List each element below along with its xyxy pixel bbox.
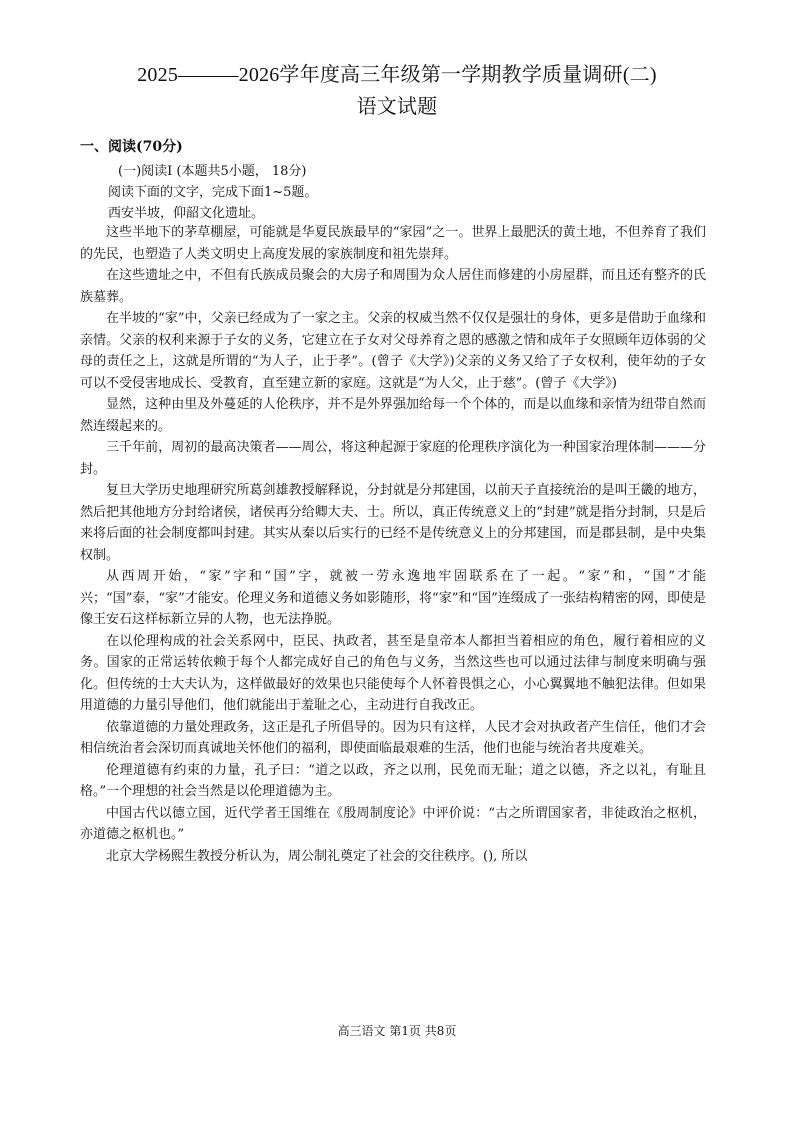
- passage-paragraph: 复旦大学历史地理研究所葛剑雄教授解释说，分封就是分邦建国，以前天子直接统治的是叫王畿的地方，然后把其他地方分封给诸侯，诸侯再分给卿大夫、士。所以，真正传统意义上的“封建”就是指分封制，只是后来将后面的社会制度都叫封建。其实从秦以后实行的已经不是传统意义上的分邦建国，而是郡县制，是中央集权制。: [80, 483, 706, 563]
- page-footer: 高三语文 第1页 共8页: [337, 1024, 457, 1038]
- section-heading: 一、阅读(70分): [80, 139, 183, 155]
- reading-instruction: 阅读下面的文字，完成下面1~5题。: [108, 185, 318, 200]
- passage-paragraph: 北京大学杨熙生教授分析认为，周公制礼奠定了社会的交往秩序。(), 所以: [106, 848, 528, 864]
- passage-paragraph: 中国古代以德立国，近代学者王国维在《殷周制度论》中评价说：“古之所谓国家者，非徒政治之枢机，亦道德之枢机也。”: [80, 805, 706, 842]
- passage-title: 西安半坡，仰韶文化遗址。: [108, 206, 265, 221]
- passage-paragraph: 在半坡的“家”中，父亲已经成为了一家之主。父亲的权威当然不仅仅是强壮的身体，更多是借助于血缘和亲情。父亲的权利来源于子女的义务，它建立在子女对父母养育之恩的感激之情和成年子女照顾年迈体弱的父母的责任之上，这就是所谓的“为人子，止于孝”。(曾子《大学》)父亲的义务又给了子女权利，使年幼的子女可以不受侵害地成长、受教育，直至建立新的家庭。这就是“为人父，止于慈”。(曾子《大学》): [80, 311, 706, 391]
- passage-paragraph: 伦理道德有约束的力量，孔子曰：“道之以政，齐之以刑，民免而无耻；道之以德，齐之以礼，有耻且格。”一个理想的社会当然是以伦理道德为主。: [80, 762, 706, 799]
- exam-title: 2025———2026学年度高三年级第一学期教学质量调研(二): [137, 64, 657, 86]
- passage-paragraph: 在以伦理构成的社会关系网中，臣民、执政者，甚至是皇帝本人都担当着相应的角色，履行着相应的义务。国家的正常运转依赖于每个人都完成好自己的角色与义务，当然这些也可以通过法律与制度来明确与强化。但传统的士大夫认为，这样做最好的效果也只能使每个人怀着畏惧之心，小心翼翼地不触犯法律。但如果用道德的力量引导他们，他们就能出于羞耻之心，主动进行自我改正。: [80, 633, 706, 713]
- passage-paragraph: 显然，这种由里及外蔓延的人伦秩序，并不是外界强加给每一个个体的，而是以血缘和亲情为纽带自然而然连缀起来的。: [80, 397, 706, 434]
- subsection-heading: (一)阅读Ⅰ (本题共5小题， 18分): [118, 164, 307, 179]
- passage-paragraph: 在这些遗址之中，不但有氏族成员聚会的大房子和周围为众人居住而修建的小房屋群，而且还有整齐的氏族墓葬。: [80, 268, 706, 305]
- passage-body: [80, 222, 706, 867]
- passage-paragraph: 依靠道德的力量处理政务，这正是孔子所倡导的。因为只有这样，人民才会对执政者产生信任，他们才会相信统治者会深切而真诚地关怀他们的福利，即使面临最艰难的生活，他们也能与统治者共度难关。: [80, 719, 706, 756]
- passage-paragraph: 三千年前，周初的最高决策者——周公，将这种起源于家庭的伦理秩序演化为一种国家治理体制———分封。: [80, 440, 706, 477]
- exam-subtitle: 语文试题: [356, 96, 438, 118]
- passage-paragraph: 从西周开始，“家”字和“国”字，就被一劳永逸地牢固联系在了一起。“家”和，“国”才能兴；“国”泰，“家”才能安。伦理义务和道德义务如影随形，将“家”和“国”连缀成了一张结构精密的网，即使是像王安石这样标新立异的人物，也无法挣脱。: [80, 569, 706, 627]
- passage-paragraph: 这些半地下的茅草棚屋，可能就是华夏民族最早的“家园”之一。世界上最肥沃的黄土地，不但养育了我们的先民，也塑造了人类文明史上高度发展的家族制度和祖先崇拜。: [80, 225, 706, 262]
